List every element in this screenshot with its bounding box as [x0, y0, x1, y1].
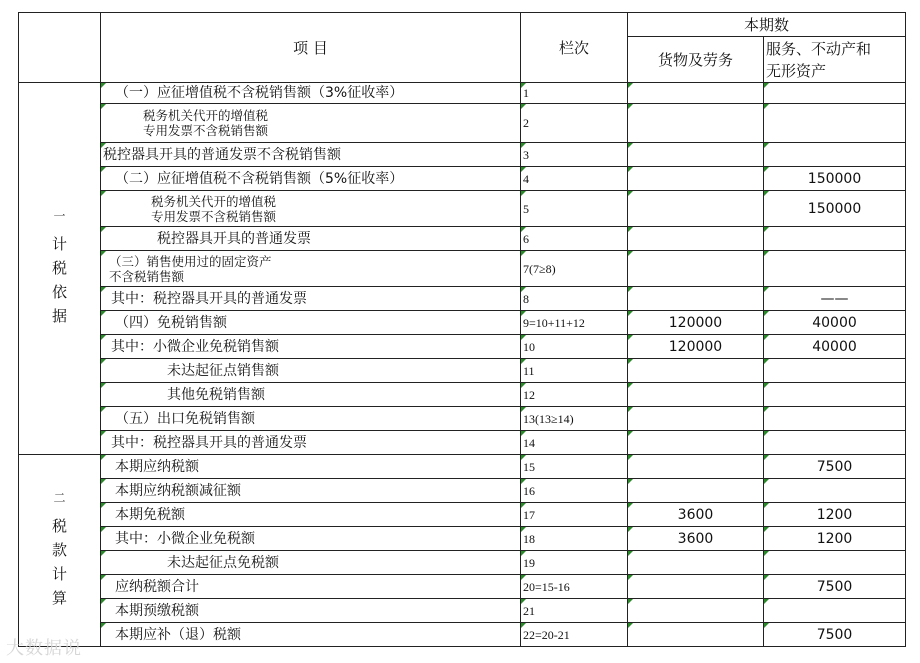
item-cell [101, 431, 521, 455]
item-cell [101, 167, 521, 191]
line-number-cell: 1 [521, 83, 628, 104]
goods-value-cell [628, 407, 764, 431]
item-label: 应纳税额合计 [115, 578, 199, 595]
item-label: 未达起征点免税额 [167, 554, 279, 571]
services-value-cell: 150000 [764, 167, 906, 191]
services-value-cell [764, 479, 906, 503]
services-value-cell [764, 227, 906, 251]
table-row [19, 599, 906, 623]
item-label: 税务机关代开的增值税 [151, 193, 277, 209]
item-cell [101, 575, 521, 599]
item-cell [101, 407, 521, 431]
tax-return-table [18, 12, 906, 647]
services-value-cell: 7500 [764, 455, 906, 479]
item-cell [101, 599, 521, 623]
item-label: 税控器具开具的普通发票 [157, 230, 311, 247]
goods-value-cell: 3600 [628, 503, 764, 527]
services-value-cell [764, 407, 906, 431]
goods-value-cell [628, 227, 764, 251]
header-line-no: 栏次 [521, 13, 628, 83]
line-number-cell: 5 [521, 191, 628, 227]
header-goods: 货物及劳务 [628, 37, 764, 83]
table-row [19, 143, 906, 167]
line-number-cell: 14 [521, 431, 628, 455]
goods-value-cell: 120000 [628, 311, 764, 335]
services-value-cell [764, 551, 906, 575]
item-label: 其中：小微企业免税额 [115, 530, 255, 547]
item-label-line2: 不含税销售额 [109, 268, 185, 284]
item-label: 税务机关代开的增值税 [143, 108, 269, 123]
services-value-cell [764, 599, 906, 623]
item-label: 本期预缴税额 [115, 602, 199, 619]
item-label: 本期应补（退）税额 [115, 626, 241, 643]
goods-value-cell [628, 479, 764, 503]
line-number-cell: 6 [521, 227, 628, 251]
section-char: 税 [51, 516, 67, 535]
item-label-line2: 专用发票不含税销售额 [143, 123, 269, 138]
line-number-cell: 9=10+11+12 [521, 311, 628, 335]
item-label: 其中：小微企业免税销售额 [111, 338, 279, 355]
section-char: 算 [51, 588, 67, 607]
watermark: 大数据说 [6, 638, 82, 659]
goods-value-cell [628, 431, 764, 455]
header-services-line2: 无形资产 [766, 61, 827, 80]
line-number-cell: 11 [521, 359, 628, 383]
item-cell [101, 383, 521, 407]
line-number-cell: 22=20-21 [521, 623, 628, 647]
table-row [19, 359, 906, 383]
services-value-cell [764, 251, 906, 287]
item-cell [101, 287, 521, 311]
goods-value-cell [628, 455, 764, 479]
item-cell [101, 227, 521, 251]
goods-value-cell [628, 167, 764, 191]
table-row [19, 335, 906, 359]
item-cell [101, 479, 521, 503]
table-row [19, 191, 906, 227]
item-label-line2: 专用发票不含税销售额 [151, 208, 277, 224]
line-number-cell: 12 [521, 383, 628, 407]
table-row [19, 383, 906, 407]
goods-value-cell [628, 191, 764, 227]
item-label: （二）应征增值税不含税销售额（5%征收率） [115, 170, 404, 187]
line-number-cell: 13(13≥14) [521, 407, 628, 431]
line-number-cell: 15 [521, 455, 628, 479]
services-value-cell [764, 104, 906, 143]
item-cell [101, 191, 521, 227]
goods-value-cell [628, 83, 764, 104]
goods-value-cell [628, 359, 764, 383]
line-number-cell: 2 [521, 104, 628, 143]
section-char: 据 [51, 306, 67, 325]
item-cell [101, 623, 521, 647]
item-label: （一）应征增值税不含税销售额（3%征收率） [115, 85, 404, 101]
table-row [19, 287, 906, 311]
header-services [764, 37, 906, 83]
line-number-cell: 8 [521, 287, 628, 311]
table-row [19, 431, 906, 455]
goods-value-cell [628, 287, 764, 311]
services-value-cell: 1200 [764, 527, 906, 551]
goods-value-cell [628, 551, 764, 575]
item-cell [101, 503, 521, 527]
item-cell [101, 527, 521, 551]
services-value-cell [764, 83, 906, 104]
section-char: 计 [51, 234, 67, 253]
header-blank-cell [19, 13, 101, 83]
item-label: 本期免税额 [115, 506, 185, 523]
item-cell [101, 83, 521, 104]
table-row [19, 227, 906, 251]
item-label: 未达起征点销售额 [167, 362, 279, 379]
services-value-cell: 40000 [764, 311, 906, 335]
table-row [19, 623, 906, 647]
table-row [19, 251, 906, 287]
header-current-period: 本期数 [628, 13, 906, 37]
section-number: 二 [53, 490, 66, 505]
section-char: 依 [51, 282, 67, 301]
line-number-cell: 4 [521, 167, 628, 191]
section-char: 税 [51, 258, 67, 277]
item-label: 其中：税控器具开具的普通发票 [111, 434, 307, 451]
services-value-cell [764, 383, 906, 407]
header-services-line1: 服务、不动产和 [766, 39, 872, 58]
table-row [19, 83, 906, 104]
services-value-cell: 7500 [764, 575, 906, 599]
table-row [19, 575, 906, 599]
section-char: 计 [51, 564, 67, 583]
line-number-cell: 21 [521, 599, 628, 623]
section-char: 款 [51, 540, 67, 559]
section-number: 一 [53, 208, 66, 223]
item-label: 其他免税销售额 [167, 386, 265, 403]
goods-value-cell: 120000 [628, 335, 764, 359]
section-label [19, 455, 101, 647]
item-cell [101, 143, 521, 167]
table-row [19, 479, 906, 503]
services-value-cell: 40000 [764, 335, 906, 359]
services-value-cell: 1200 [764, 503, 906, 527]
item-label: （四）免税销售额 [115, 314, 227, 331]
item-label: 其中：税控器具开具的普通发票 [111, 290, 307, 307]
services-value-cell: —— [764, 287, 906, 311]
goods-value-cell: 3600 [628, 527, 764, 551]
table-row [19, 167, 906, 191]
table-row [19, 104, 906, 143]
services-value-cell [764, 431, 906, 455]
goods-value-cell [628, 623, 764, 647]
item-label: （三）销售使用过的固定资产 [109, 253, 272, 269]
goods-value-cell [628, 575, 764, 599]
services-value-cell: 150000 [764, 191, 906, 227]
item-label: （五）出口免税销售额 [115, 410, 255, 427]
table-row [19, 527, 906, 551]
table-row [19, 455, 906, 479]
item-cell [101, 311, 521, 335]
line-number-cell: 19 [521, 551, 628, 575]
item-cell [101, 104, 521, 143]
item-cell [101, 251, 521, 287]
goods-value-cell [628, 143, 764, 167]
table-row [19, 311, 906, 335]
services-value-cell [764, 359, 906, 383]
section-label [19, 83, 101, 455]
services-value-cell: 7500 [764, 623, 906, 647]
line-number-cell: 3 [521, 143, 628, 167]
table-row [19, 407, 906, 431]
line-number-cell: 20=15-16 [521, 575, 628, 599]
goods-value-cell [628, 383, 764, 407]
line-number-cell: 10 [521, 335, 628, 359]
item-label: 本期应纳税额 [115, 458, 199, 475]
line-number-cell: 17 [521, 503, 628, 527]
line-number-cell: 18 [521, 527, 628, 551]
goods-value-cell [628, 104, 764, 143]
item-cell [101, 335, 521, 359]
item-cell [101, 551, 521, 575]
line-number-cell: 7(7≥8) [521, 251, 628, 287]
line-number-cell: 16 [521, 479, 628, 503]
table-row [19, 503, 906, 527]
item-cell [101, 359, 521, 383]
item-cell [101, 455, 521, 479]
goods-value-cell [628, 599, 764, 623]
item-label: 税控器具开具的普通发票不含税销售额 [103, 146, 341, 163]
table-row [19, 551, 906, 575]
header-item: 项 目 [101, 13, 521, 83]
services-value-cell [764, 143, 906, 167]
goods-value-cell [628, 251, 764, 287]
item-label: 本期应纳税额减征额 [115, 482, 241, 499]
